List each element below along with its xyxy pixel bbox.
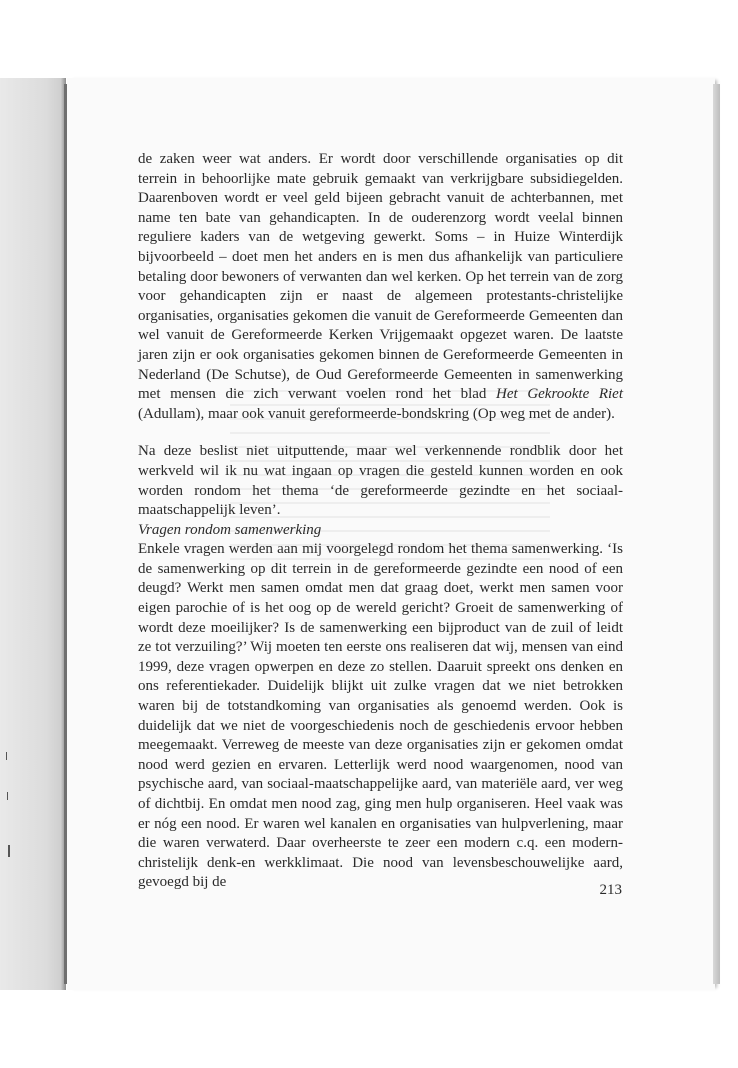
- margin-mark: [8, 845, 10, 857]
- paragraph-2: Na deze beslist niet uitputtende, maar wel verkennende rondblik door het werkveld wil ik nu wat ingaan op vragen die gesteld kunnen worden en ook worden rondom het thema ‘de gereformeerde gezindte en het sociaal-maatschappelijk leven’.: [138, 443, 623, 519]
- magazine-title: Het Gekrookte Riet: [496, 386, 623, 403]
- margin-mark: [7, 792, 8, 800]
- paragraph-1-text-end: (Adullam), maar ook vanuit gereformeerde-bondskring (Op weg met de ander).: [138, 405, 615, 422]
- section-heading: Vragen rondom samenwerking: [138, 521, 322, 538]
- margin-mark: [6, 752, 7, 760]
- paragraph-3: Enkele vragen werden aan mij voorgelegd rondom het thema samenwerking. ‘Is de samenwerking op dit terrein in de gereformeerde gezindte een nood of een deugd? Werkt men samen omdat men dat graag doet, werkt men samen voor eigen parochie of is het oog op de wereld gericht? Groeit de samenwerking of wordt deze moeilijker? Is de samenwerking een bijproduct van de zuil of leidt ze tot verzuiling?’ Wij moeten ten eerste ons realiseren dat wij, mensen van eind 1999, deze vragen opwerpen en deze zo stellen. Daaruit spreekt ons denken en ons referentiekader. Duidelijk blijkt uit zulke vragen dat we niet betrokken waren bij de totstandkoming van organisaties als genoemd werden. Ook is duidelijk dat we niet de voorgeschiedenis noch de geschiedenis ervoor hebben meegemaakt. Verreweg de meeste van deze organisaties zijn er gekomen omdat nood werd gezien en ervaren. Letterlijk werd nood waargenomen, nood van psychische aard, van sociaal-maatschappelijke aard, van materiële aard, ver weg of dichtbij. En omdat men nood zag, ging men hulp organiseren. Heel vaak was er nóg een nood. Er waren wel kanalen en organisaties van hulpverlening, maar die waren verwaterd. Daar overheerste te zeer een modern c.q. een modern-christelijk denk-en werkklimaat. Die nood van levensbeschouwelijke aard, gevoegd bij de: [138, 541, 623, 891]
- paragraph-1: [138, 150, 623, 424]
- page-right-edge: [713, 84, 720, 984]
- page-text: [138, 150, 623, 893]
- paragraph-1-text: de zaken weer wat anders. Er wordt door verschillende organisaties op dit terrein in behoorlijke mate gebruik gemaakt van verkrijgbare subsidiegelden. Daarenboven wordt er veel geld bijeen gebracht vanuit de achterbannen, met name ten bate van gehandicapten. In de ouderenzorg wordt veelal binnen reguliere kaders van de wetgeving gewerkt. Soms – in Huize Winterdijk bijvoorbeeld – doet men het anders en is men dus afhankelijk van particuliere betaling door bewoners of verwanten dan wel kerken. Op het terrein van de zorg voor gehandicapten zijn er naast de algemeen protestants-christelijke organisaties, organisaties gekomen die vanuit de Gereformeerde Gemeenten dan wel vanuit de Gereformeerde Kerken Vrijgemaakt opgezet waren. De laatste jaren zijn er ook organisaties gekomen binnen de Gereformeerde Gemeenten in Nederland (De Schutse), de Oud Gereformeerde Gemeenten in samenwerking met mensen die zich verwant voelen rond het blad: [138, 151, 623, 403]
- page-number: 213: [599, 882, 622, 898]
